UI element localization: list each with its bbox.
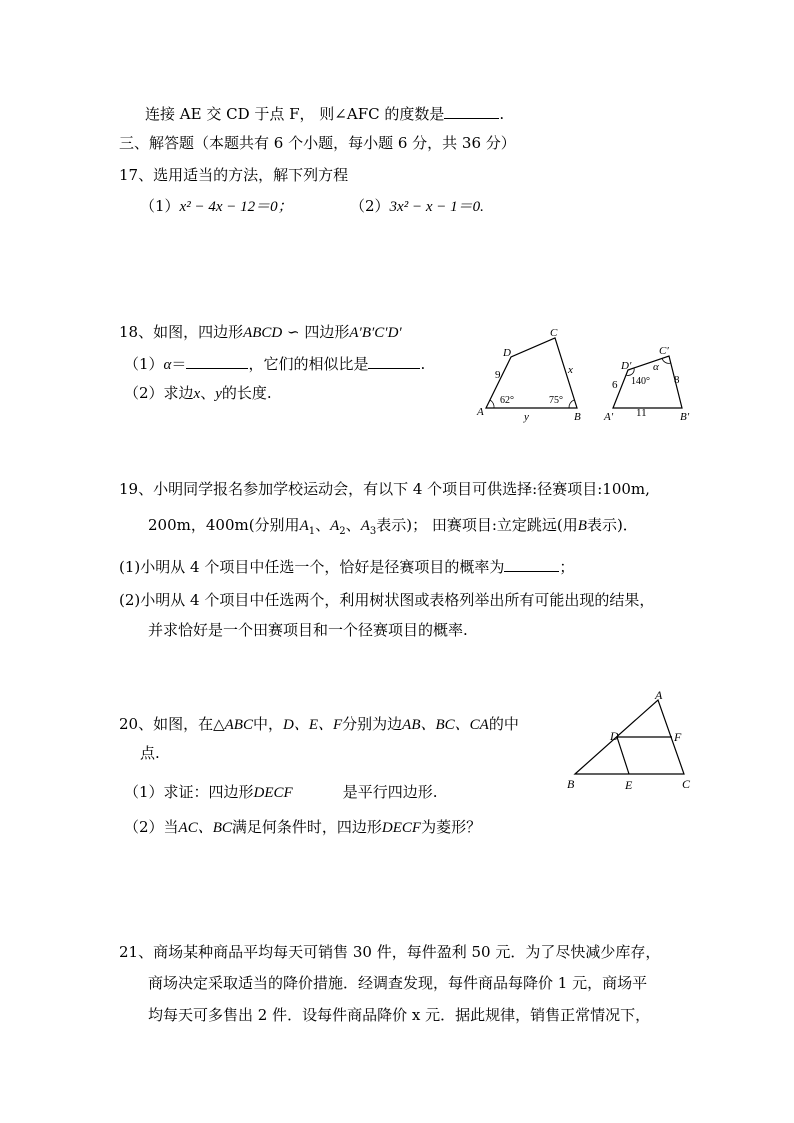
triangle-abc-figure [565,688,705,792]
vertex-a: A [477,406,484,418]
q19-line1: 19、小明同学报名参加学校运动会，有以下 4 个项目可供选择:径赛项目:100m, [119,480,650,498]
midpoint-e: E [625,778,633,792]
q20-stem-cont: 点. [140,744,160,762]
vertex-c-prime: C′ [659,345,669,357]
angle-b-label: 75° [549,395,563,406]
q21-line2: 商场决定采取适当的降价措施．经调查发现，每件商品每降价 1 元，商场平 [148,974,648,992]
q16-continuation: 连接 AE 交 CD 于点 F， 则∠AFC 的度数是 . [145,105,505,123]
section-title: 三、解答题（本题共有 6 个小题，每小题 6 分，共 36 分） [119,134,516,152]
vertex-b-prime: B′ [680,411,690,423]
side-bc-label: x [568,364,573,376]
side-ad-prime-label: 6 [612,379,618,391]
q20-part2: （2）当AC、BC满足何条件时，四边形DECF为菱形？ [124,818,482,836]
q19-part2-cont: 并求恰好是一个田赛项目和一个径赛项目的概率. [148,621,468,639]
answer-blank-probability[interactable] [504,556,559,572]
answer-blank[interactable] [444,103,499,119]
q21-line1: 21、商场某种商品平均每天可销售 30 件，每件盈利 50 元．为了尽快减少库存， [119,943,661,961]
equation-2: 3x² − x − 1＝0. [389,199,484,215]
answer-blank-alpha[interactable] [186,353,248,369]
vertex-b: B [574,411,581,423]
quadrilateral-abcd-figure [470,325,590,425]
side-ab-label: y [524,411,529,423]
angle-d-prime-label: 140° [631,376,650,387]
q20-part1: （1）求证：四边形DECF 是平行四边形. [124,783,438,801]
vertex-b: B [567,777,575,791]
angle-c-prime-label: α [653,361,659,373]
answer-blank-ratio[interactable] [368,353,420,369]
vertex-a: A [655,688,663,702]
q17-part1: （1）x² − 4x − 12＝0； [140,197,293,215]
q17-part2: （2）3x² − x − 1＝0. [350,197,484,215]
q19-part2: (2)小明从 4 个项目中任选两个，利用树状图或表格列举出所有可能出现的结果， [119,591,655,609]
side-bc-prime-label: 8 [674,374,680,386]
midpoint-d: D [610,729,619,743]
equation-1: x² − 4x − 12＝0； [179,199,293,215]
quadrilateral-a2b2c2d2-figure [600,340,710,430]
q19-part1: (1)小明从 4 个项目中任选一个，恰好是径赛项目的概率为 ； [119,558,575,576]
vertex-c: C [550,327,558,339]
q18-part1: （1）α＝ ，它们的相似比是 . [124,355,426,373]
vertex-d: D [503,347,511,359]
q19-line2: 200m，400m(分别用$A_1$、$A_2$、$A_3$表示)； 田赛项目:立定跳远(用B表示)． [148,516,638,537]
q21-line3: 均每天可多售出 2 件．设每件商品降价 x 元．据此规律，销售正常情况下， [148,1006,651,1024]
vertex-a-prime: A′ [604,411,614,423]
vertex-c: C [682,777,691,791]
vertex-d-prime: D′ [621,360,632,372]
midpoint-f: F [674,730,682,744]
q20-stem: 20、如图，在△ABC中，D、E、F分别为边AB、BC、CA的中 [119,715,519,733]
angle-a-label: 62° [500,395,514,406]
q18-stem: 18、如图，四边形ABCD ∽ 四边形A′B′C′D′ [119,323,402,341]
q17-stem: 17、选用适当的方法，解下列方程 [119,166,349,184]
side-ab-prime-label: 11 [636,407,647,419]
q18-part2: （2）求边x、y的长度. [124,384,272,402]
side-ad-label: 9 [495,369,501,381]
